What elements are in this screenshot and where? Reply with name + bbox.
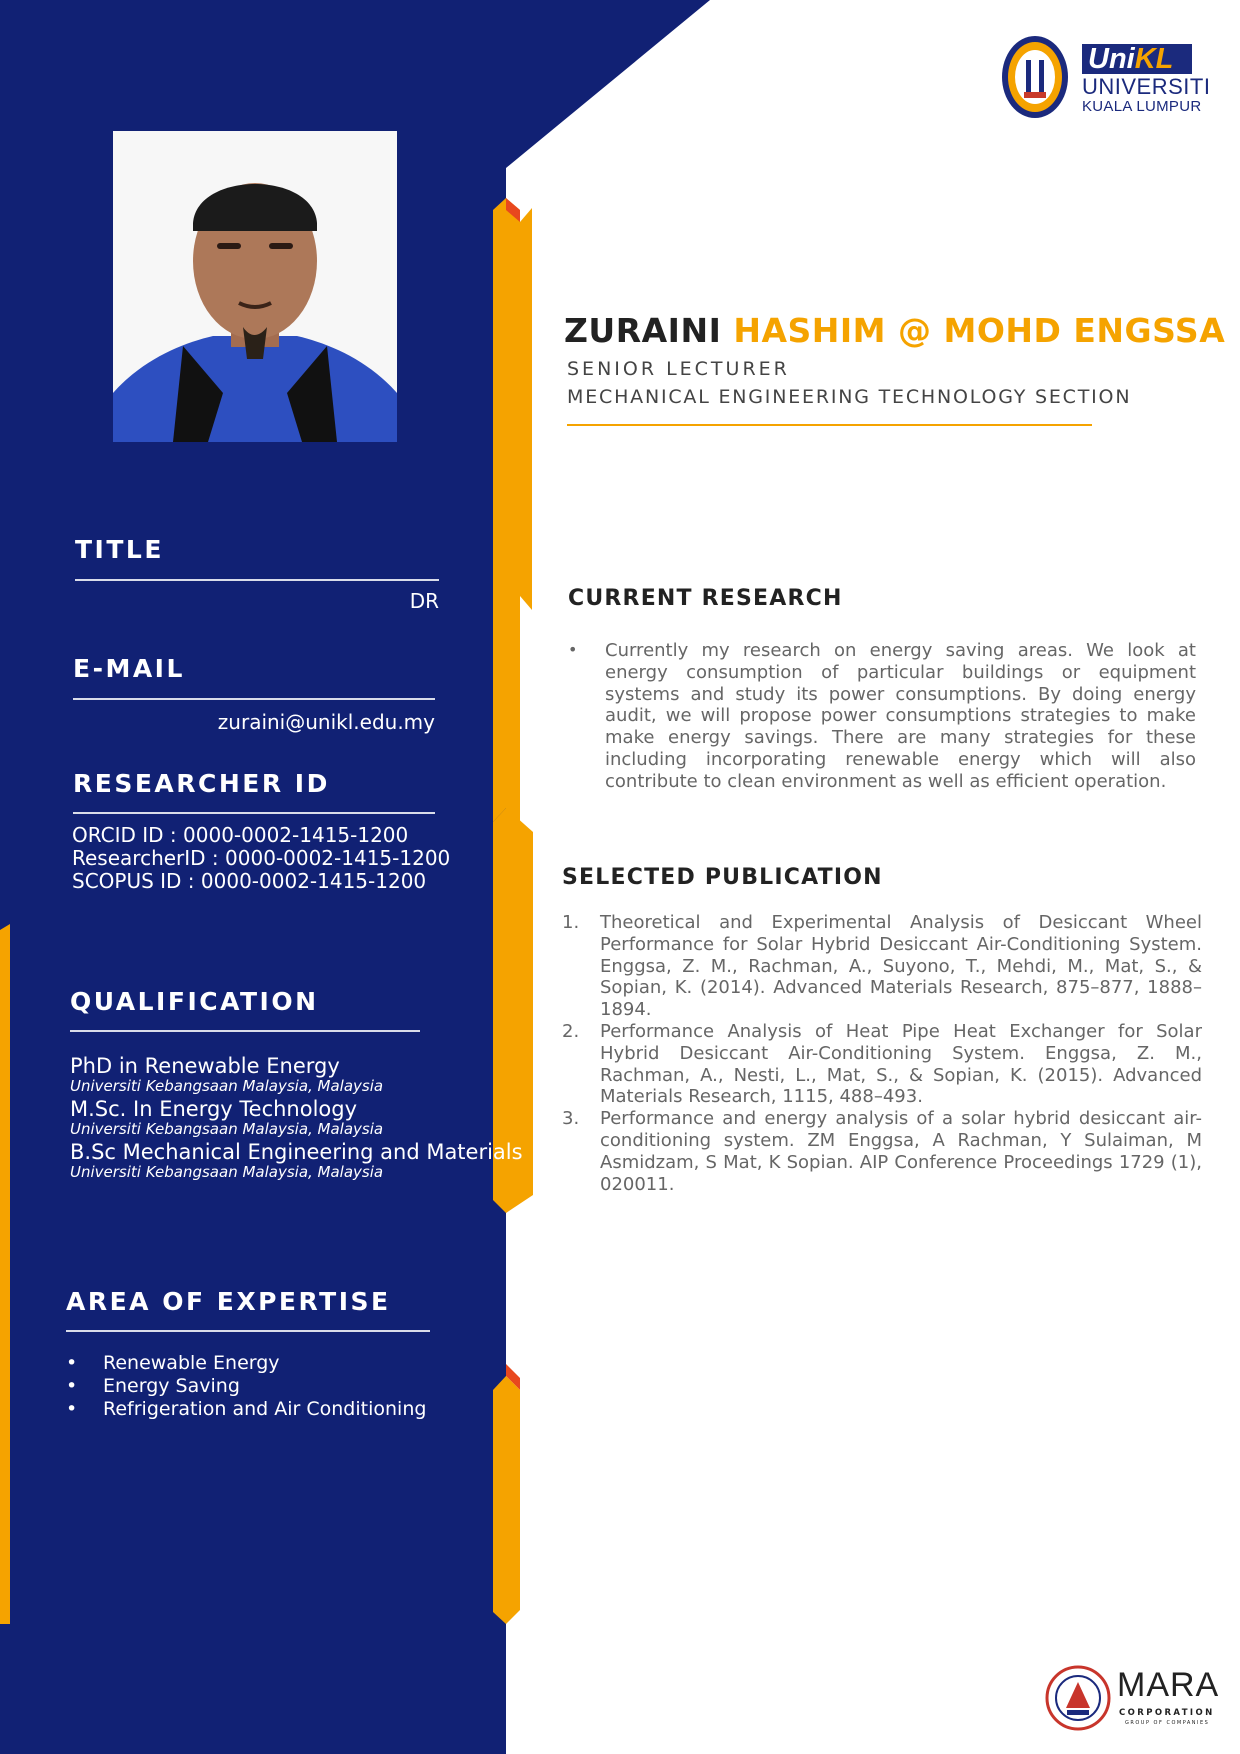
qualification-divider bbox=[70, 1030, 420, 1032]
mara-subtitle: CORPORATION bbox=[1119, 1708, 1215, 1718]
navy-cover-bottom bbox=[0, 1624, 506, 1754]
qualification-degree: B.Sc Mechanical Engineering and Materials bbox=[70, 1140, 523, 1164]
accent-strip-upper bbox=[520, 208, 532, 610]
accent-bar-bottom bbox=[493, 1376, 520, 1624]
scopus-id: SCOPUS ID : 0000-0002-1415-1200 bbox=[72, 869, 427, 893]
qualification-heading: QUALIFICATION bbox=[70, 987, 319, 1016]
unikl-badge: UniKL bbox=[1082, 44, 1192, 74]
unikl-wordmark bbox=[1082, 76, 1210, 114]
list-item bbox=[562, 1021, 1202, 1108]
qualification-university: Universiti Kebangsaan Malaysia, Malaysia bbox=[70, 1077, 384, 1095]
list-item bbox=[562, 1108, 1202, 1195]
email-heading: E-MAIL bbox=[73, 654, 185, 683]
publication-text: Performance Analysis of Heat Pipe Heat Exchanger for Solar Hybrid Desiccant Air-Conditioning System. Enggsa, Z. M., Rachman, A., Nesti, L., Mat, S., & Sopian, K. (2015). Advanced Materials Research, 1115, 488–493. bbox=[600, 1020, 1202, 1108]
name-divider bbox=[567, 424, 1092, 426]
mara-seal-icon bbox=[1045, 1664, 1111, 1736]
accent-bar-top-2 bbox=[493, 198, 506, 822]
current-research-heading: CURRENT RESEARCH bbox=[568, 586, 843, 611]
section-name: MECHANICAL ENGINEERING TECHNOLOGY SECTION bbox=[567, 386, 1132, 408]
qualification-university: Universiti Kebangsaan Malaysia, Malaysia bbox=[70, 1120, 384, 1138]
expertise-divider bbox=[66, 1330, 430, 1332]
unikl-line2: KUALA LUMPUR bbox=[1082, 98, 1202, 115]
researcher-id: ResearcherID : 0000-0002-1415-1200 bbox=[72, 846, 451, 870]
profile-photo bbox=[113, 131, 397, 442]
researcher-id-divider bbox=[73, 812, 435, 814]
list-item: • Renewable Energy bbox=[66, 1352, 426, 1375]
qualification-list bbox=[70, 1055, 523, 1181]
list-item: • Energy Saving bbox=[66, 1375, 426, 1398]
name-block bbox=[564, 311, 1225, 426]
publication-number: 1. bbox=[562, 912, 580, 933]
title-heading: TITLE bbox=[75, 535, 164, 564]
bullet-icon: • bbox=[568, 640, 578, 659]
email-value[interactable]: zuraini@unikl.edu.my bbox=[217, 710, 435, 734]
full-name bbox=[564, 311, 1225, 350]
orcid-id: ORCID ID : 0000-0002-1415-1200 bbox=[72, 823, 409, 847]
qualification-university: Universiti Kebangsaan Malaysia, Malaysia bbox=[70, 1163, 384, 1181]
first-name: ZURAINI bbox=[564, 311, 722, 350]
qualification-degree: PhD in Renewable Energy bbox=[70, 1054, 340, 1078]
mara-logo bbox=[1045, 1660, 1225, 1740]
list-item: • Refrigeration and Air Conditioning bbox=[66, 1398, 426, 1421]
mara-subtitle-2: GROUP OF COMPANIES bbox=[1125, 1720, 1210, 1726]
publication-text: Theoretical and Experimental Analysis of Desiccant Wheel Performance for Solar Hybrid Desiccant Air-Conditioning System. Enggsa, Z. M., Rachman, A., Suyono, T., Mehdi, M., Mat, S., & Sopian, K. (2014). Advanced Materials Research, 875–877, 1888–1894. bbox=[600, 912, 1202, 1021]
unikl-crest-icon bbox=[1000, 34, 1070, 120]
list-item bbox=[562, 912, 1202, 1021]
title-value: DR bbox=[409, 589, 439, 613]
publication-heading: SELECTED PUBLICATION bbox=[562, 865, 883, 890]
expertise-heading: AREA OF EXPERTISE bbox=[66, 1287, 391, 1316]
position: SENIOR LECTURER bbox=[567, 358, 790, 380]
unikl-line1: UNIVERSITI bbox=[1082, 74, 1211, 99]
researcher-id-heading: RESEARCHER ID bbox=[73, 769, 330, 798]
current-research-text: Currently my research on energy saving areas. We look at energy consumption of particular buildings or equipment systems and study its power consumptions. By doing energy audit, we will propose power consumptions strategies to make make energy savings. There are many strategies for these including incorporating renewable energy which will also contribute to clean environment as well as efficient operation. bbox=[605, 640, 1196, 792]
last-name: HASHIM @ MOHD ENGSSA bbox=[733, 311, 1226, 350]
publication-list bbox=[562, 912, 1202, 1195]
email-divider bbox=[73, 698, 435, 700]
publication-number: 3. bbox=[562, 1108, 580, 1130]
publication-text: Performance and energy analysis of a solar hybrid desiccant air-conditioning system. ZM Enggsa, A Rachman, Y Sulaiman, M Asmidzam, S Mat, K Sopian. AIP Conference Proceedings 1729 (1), 020011. bbox=[600, 1108, 1202, 1195]
researcher-id-list bbox=[72, 824, 450, 893]
mara-wordmark: MARA bbox=[1117, 1666, 1220, 1704]
current-research bbox=[568, 640, 1196, 793]
qualification-degree: M.Sc. In Energy Technology bbox=[70, 1097, 358, 1121]
title-divider bbox=[75, 579, 439, 581]
expertise-list bbox=[66, 1352, 426, 1421]
unikl-logo bbox=[1000, 32, 1211, 124]
publication-number: 2. bbox=[562, 1020, 580, 1042]
